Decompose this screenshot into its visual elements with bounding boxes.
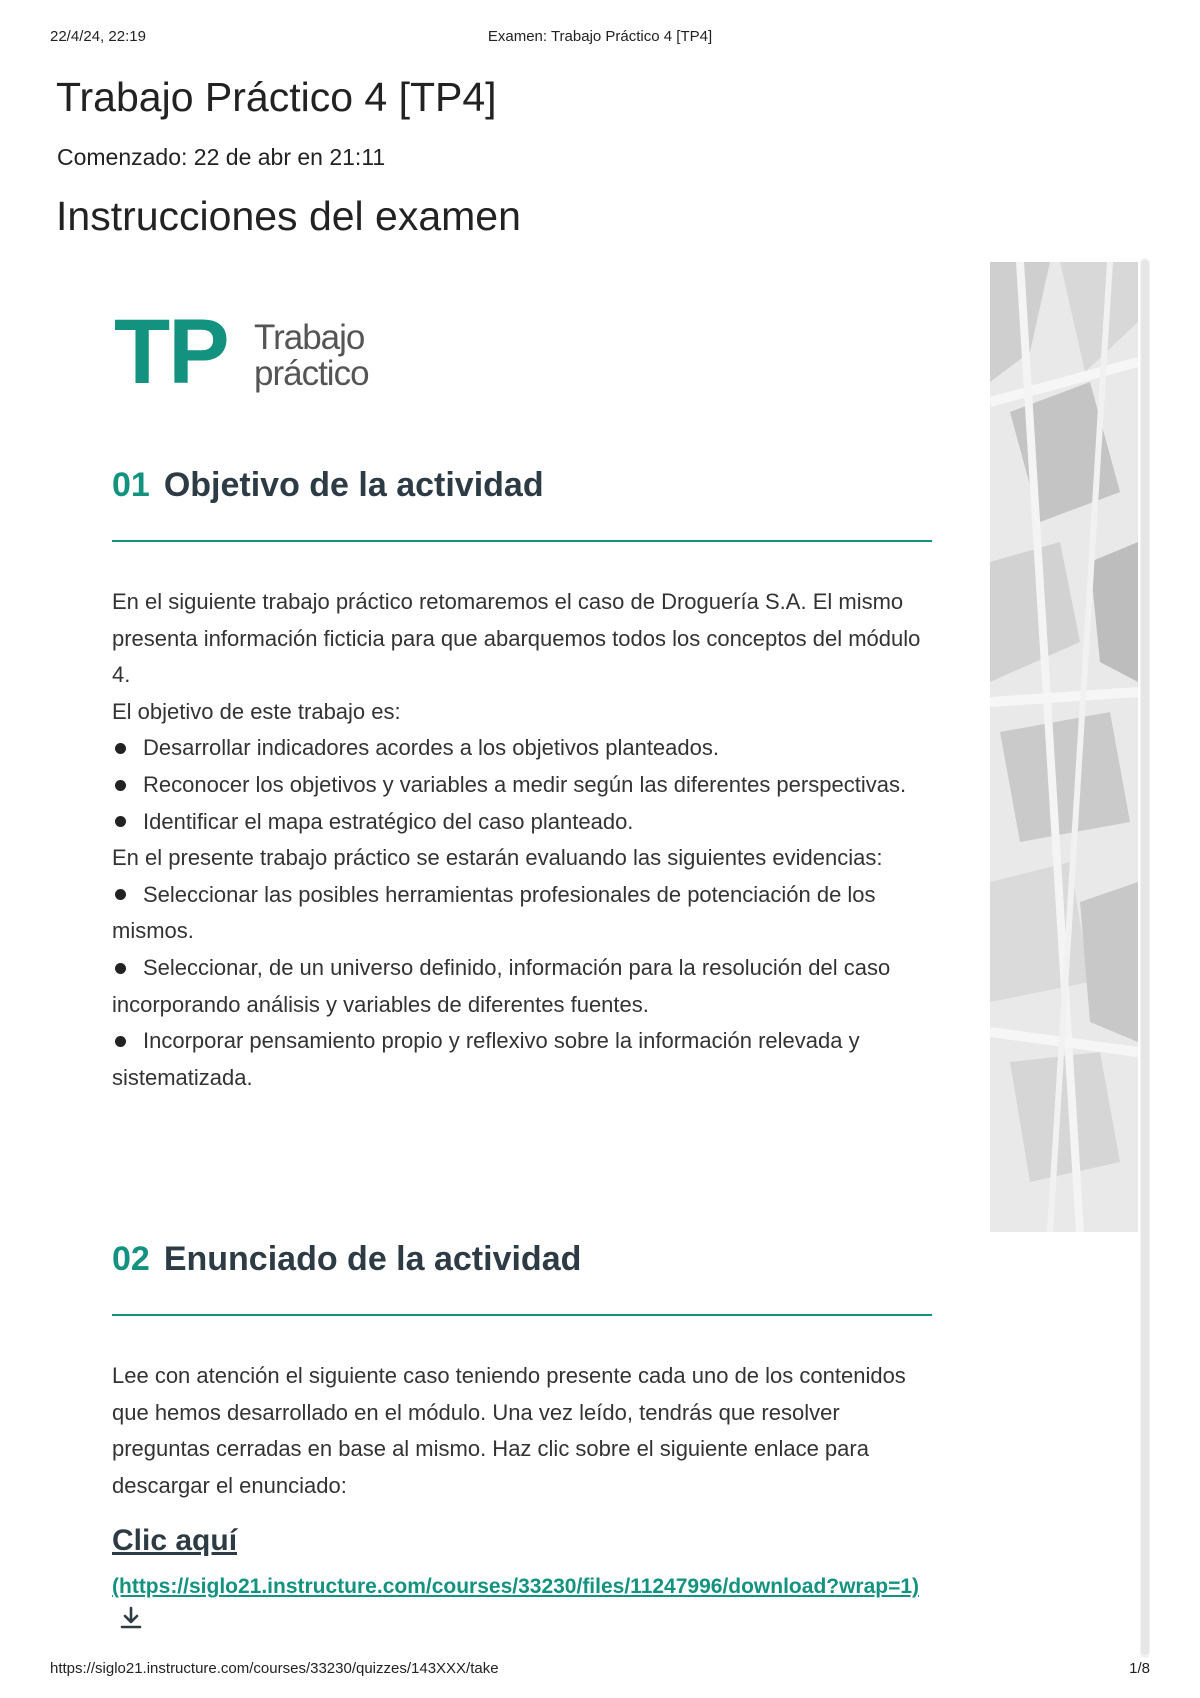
download-link[interactable] <box>112 1568 932 1643</box>
print-url: https://siglo21.instructure.com/courses/33230/quizzes/143XXX/take <box>50 1660 499 1677</box>
list-item <box>112 804 942 841</box>
list-item <box>112 730 942 767</box>
list-item <box>112 877 942 950</box>
evidence-lead: En el presente trabajo práctico se estarán evaluando las siguientes evidencias: <box>112 845 883 871</box>
objective-text: Reconocer los objetivos y variables a medir según las diferentes perspectivas. <box>143 771 907 797</box>
section-2-number: 02 <box>112 1240 150 1278</box>
print-header <box>50 28 1150 50</box>
evidence-text: Seleccionar, de un universo definido, información para la resolución del caso incorporando análisis y variables de diferentes fuentes. <box>112 954 891 1017</box>
list-item <box>112 1023 942 1096</box>
section-2-text: Lee con atención el siguiente caso teniendo presente cada uno de los contenidos que hemos desarrollado en el módulo. Una vez leído, tendrás que resolver preguntas cerradas en base al mismo. Haz clic sobre el siguiente enlace para descargar el enunciado: <box>112 1363 906 1498</box>
started-at: Comenzado: 22 de abr en 21:11 <box>57 144 386 170</box>
scrollbar-thumb[interactable] <box>1141 260 1149 1655</box>
section-1-divider <box>112 540 932 542</box>
list-item <box>112 767 942 804</box>
objective-text: Desarrollar indicadores acordes a los objetivos planteados. <box>143 735 719 761</box>
section-2-body <box>112 1358 942 1504</box>
logo-letters: TP <box>114 301 228 403</box>
section-1-body <box>112 584 942 1096</box>
print-title: Examen: Trabajo Práctico 4 [TP4] <box>487 28 713 45</box>
bullet-icon <box>115 816 126 827</box>
objective-text: Identificar el mapa estratégico del caso planteado. <box>143 808 634 834</box>
logo-line-1: Trabajo <box>254 318 365 357</box>
scrollbar[interactable] <box>1140 258 1150 1658</box>
section-1-intro: En el siguiente trabajo práctico retomaremos el caso de Droguería S.A. El mismo presenta información ficticia para que abarquemos todos los conceptos del módulo 4. <box>112 589 921 688</box>
list-item <box>112 950 942 1023</box>
section-1-heading <box>112 466 932 505</box>
section-2-divider <box>112 1314 932 1316</box>
bullet-icon <box>115 1036 126 1047</box>
decorative-image <box>990 262 1138 1232</box>
evidence-text: Incorporar pensamiento propio y reflexivo sobre la información relevada y sistematizada. <box>112 1028 860 1090</box>
section-2-title: Enunciado de la actividad <box>163 1240 582 1278</box>
bullet-icon <box>115 780 126 791</box>
download-link-title[interactable]: Clic aquí <box>112 1524 238 1557</box>
bullet-icon <box>115 889 126 900</box>
bullet-icon <box>115 743 126 754</box>
evidence-text: Seleccionar las posibles herramientas profesionales de potenciación de los mismos. <box>112 881 876 944</box>
section-2-heading <box>112 1240 932 1279</box>
section-1-number: 01 <box>112 466 150 504</box>
bullet-icon <box>115 963 126 974</box>
download-link-url[interactable]: (https://siglo21.instructure.com/courses/33230/files/11247996/download?wrap=1) <box>112 1575 920 1598</box>
print-datetime: 22/4/24, 22:19 <box>50 28 146 45</box>
page-title: Trabajo Práctico 4 [TP4] <box>56 74 497 120</box>
section-1-title: Objetivo de la actividad <box>163 466 544 504</box>
logo-words <box>254 320 454 392</box>
objective-lead: El objetivo de este trabajo es: <box>112 698 401 724</box>
instructions-title: Instrucciones del examen <box>56 193 521 239</box>
logo-line-2: práctico <box>254 354 369 393</box>
download-icon[interactable] <box>118 1605 144 1643</box>
page-number: 1/8 <box>1129 1660 1150 1677</box>
